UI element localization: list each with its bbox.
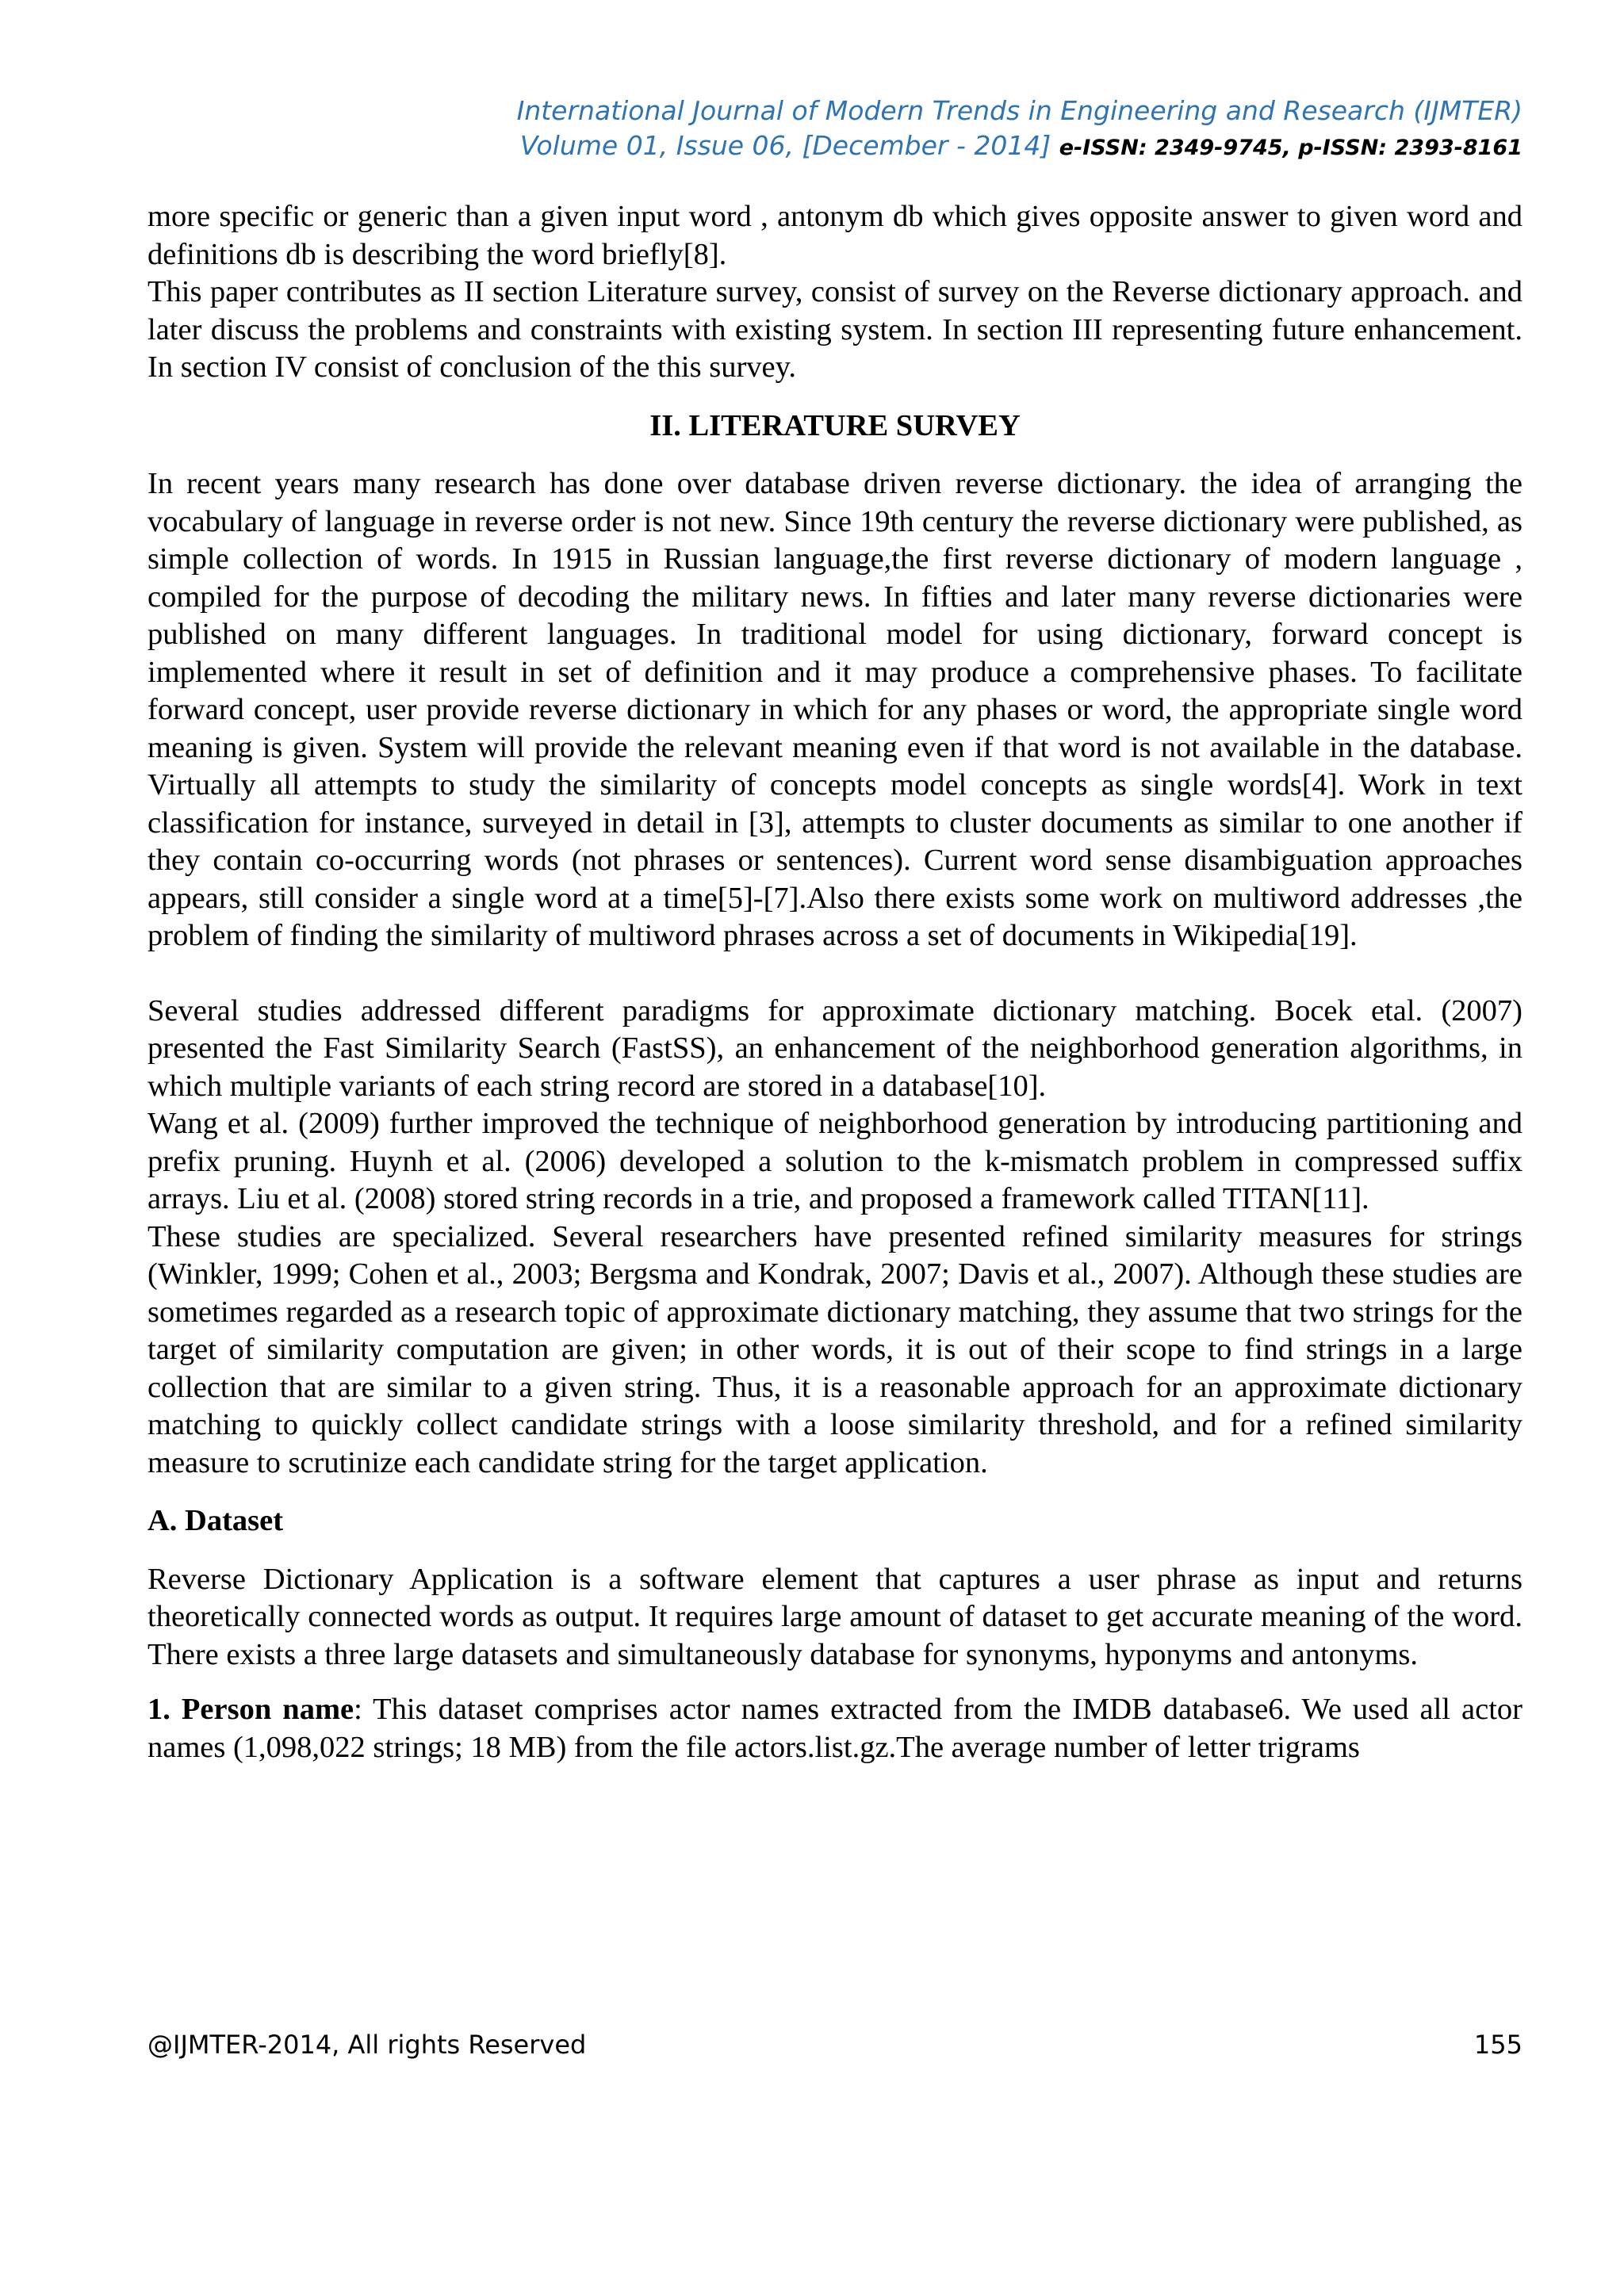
page-footer: [147, 2030, 1522, 2060]
page-number: 155: [1473, 2030, 1522, 2060]
paragraph-person-name: [147, 1691, 1522, 1766]
section-heading: II. LITERATURE SURVEY: [649, 408, 1021, 442]
paragraph: Wang et al. (2009) further improved the technique of neighborhood generation by introducing partitioning and prefix pruning. Huynh et al. (2006) developed a solution to the k-mismatch problem in compressed suffix arrays. Liu et al. (2008) stored string records in a trie, and proposed a framework called TITAN[11].: [147, 1107, 1522, 1215]
journal-header: [517, 94, 1522, 166]
paragraph: Several studies addressed different paradigms for approximate dictionary matching. Bocek etal. (2007) presented the Fast Similarity Search (FastSS), an enhancement of the neighborhood generation algorithms, in which multiple variants of each string record are stored in a database[10].: [147, 993, 1522, 1103]
journal-volume: Volume 01, Issue 06, [December - 2014]: [519, 130, 1051, 161]
paragraph: more specific or generic than a given input word , antonym db which gives opposite answer to given word and definitions db is describing the word briefly[8].: [147, 200, 1522, 271]
person-name-text: : This dataset comprises actor names extracted from the IMDB database6. We used all actor names (1,098,022 strings; 18 MB) from the file actors.list.gz.The average number of letter trigrams: [147, 1693, 1522, 1764]
copyright: @IJMTER-2014, All rights Reserved: [147, 2030, 587, 2060]
paragraph: In recent years many research has done over database driven reverse dictionary. the idea of arranging the vocabulary of language in reverse order is not new. Since 19th century the reverse dictionary were published, as simple collection of words. In 1915 in Russian language,the first reverse dictionary of modern language , compiled for the purpose of decoding the military news. In fifties and later many reverse dictionaries were published on many different languages. In traditional model for using dictionary, forward concept is implemented where it result in set of definition and it may produce a comprehensive phases. To facilitate forward concept, user provide reverse dictionary in which for any phases or word, the appropriate single word meaning is given. System will provide the relevant meaning even if that word is not available in the database. Virtually all attempts to study the similarity of concepts model concepts as single words[4]. Work in text classification for instance, surveyed in detail in [3], attempts to cluster documents as similar to one another if they contain co-occurring words (not phrases or sentences). Current word sense disambiguation approaches appears, still consider a single word at a time[5]-[7].Also there exists some work on multiword addresses ,the problem of finding the similarity of multiword phrases across a set of documents in Wikipedia[19].: [147, 467, 1522, 952]
journal-issn: e-ISSN: 2349-9745, p-ISSN: 2393-8161: [1059, 136, 1522, 160]
paragraph: This paper contributes as II section Literature survey, consist of survey on the Reverse dictionary approach. and later discuss the problems and constraints with existing system. In section III representing future enhancement. In section IV consist of conclusion of the this survey.: [147, 275, 1522, 384]
journal-volume-line: [517, 128, 1522, 166]
person-name-label: 1. Person name: [147, 1693, 354, 1726]
subsection-heading: A. Dataset: [147, 1504, 284, 1537]
article-body: [147, 198, 1522, 1766]
journal-title: International Journal of Modern Trends in Engineering and Research (IJMTER): [516, 95, 1522, 126]
paragraph: These studies are specialized. Several researchers have presented refined similarity measures for strings (Winkler, 1999; Cohen et al., 2003; Bergsma and Kondrak, 2007; Davis et al., 2007). Although these studies are sometimes regarded as a research topic of approximate dictionary matching, they assume that two strings for the target of similarity computation are given; in other words, it is out of their scope to find strings in a large collection that are similar to a given string. Thus, it is a reasonable approach for an approximate dictionary matching to quickly collect candidate strings with a loose similarity threshold, and for a refined similarity measure to scrutinize each candidate string for the target application.: [147, 1219, 1522, 1479]
paragraph: Reverse Dictionary Application is a software element that captures a user phrase as input and returns theoretically connected words as output. It requires large amount of dataset to get accurate meaning of the word. There exists a three large datasets and simultaneously database for synonyms, hyponyms and antonyms.: [147, 1562, 1522, 1671]
